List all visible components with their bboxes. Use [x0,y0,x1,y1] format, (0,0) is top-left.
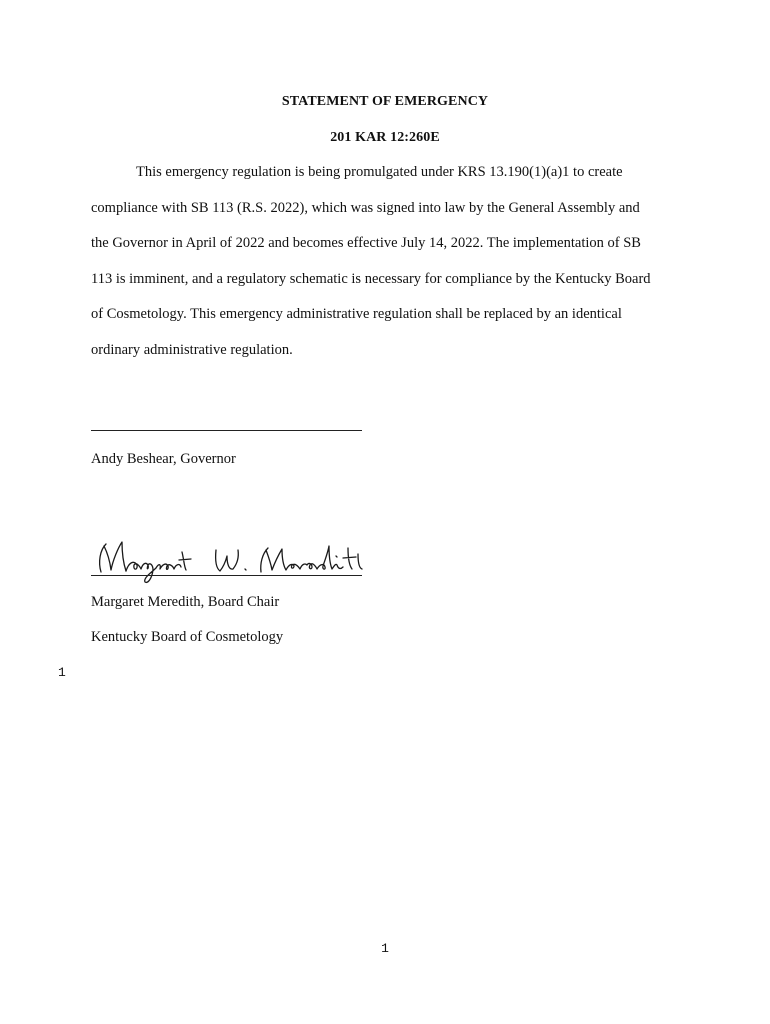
body-line: 113 is imminent, and a regulatory schematic is necessary for compliance by the Kentucky Board [91,270,651,287]
document-title: STATEMENT OF EMERGENCY [281,94,489,109]
governor-signature-line [91,430,362,431]
page-number: 1 [381,941,389,956]
regulation-number: 201 KAR 12:260E [330,130,440,145]
governor-signatory: Andy Beshear, Governor [91,451,236,467]
chair-signatory: Margaret Meredith, Board Chair [91,594,280,610]
line-number: 1 [58,665,66,680]
chair-handwritten-signature [96,532,366,587]
chair-signature-line [91,575,362,576]
body-line: of Cosmetology. This emergency administrative regulation shall be replaced by an identical [91,306,622,323]
body-line: This emergency regulation is being promulgated under KRS 13.190(1)(a)1 to create [136,164,623,180]
body-paragraph [91,155,691,369]
body-line: compliance with SB 113 (R.S. 2022), which was signed into law by the General Assembly and [91,199,640,216]
body-line: the Governor in April of 2022 and becomes effective July 14, 2022. The implementation of SB [91,235,641,252]
body-line: ordinary administrative regulation. [91,341,293,358]
board-name: Kentucky Board of Cosmetology [91,629,284,645]
